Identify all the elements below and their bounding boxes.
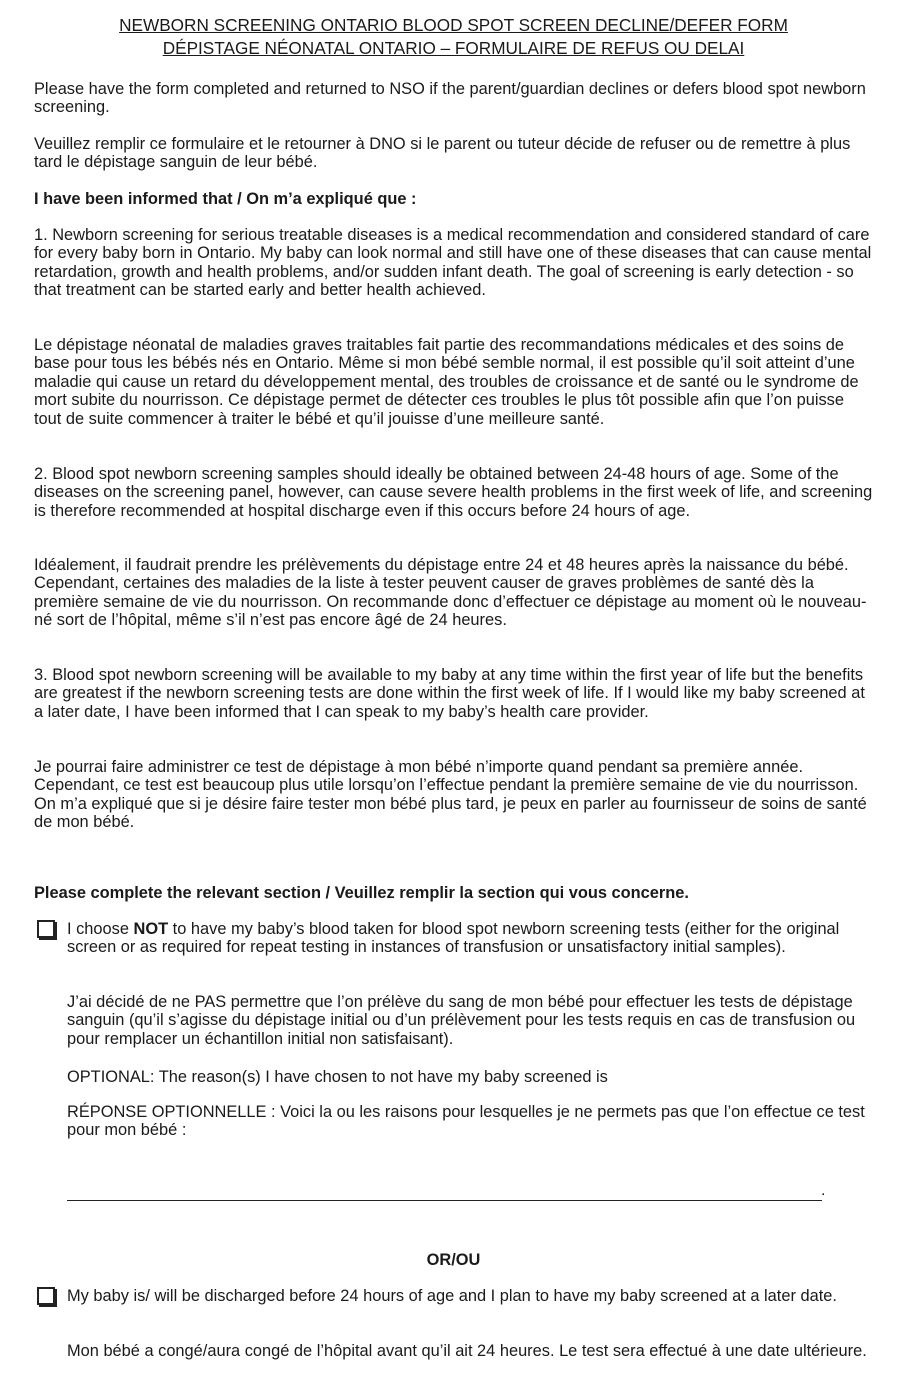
point-1-french: Le dépistage néonatal de maladies graves traitables fait partie des recommandations médicales et des soins de base pour tous les bébés nés en Ontario. Même si mon bébé semble normal, il est possible qu’il soit atteint d’une maladie qui cause un retard du développement mental, des troubles de croissance et de santé ou le syndrome de mort subite du nourrisson. Ce dépistage permet de détecter ces troubles le plus tôt possible afin que l’on puisse tout de suite commencer à traiter le bébé et qu’il jouisse d’une meilleure santé.: [34, 336, 859, 428]
decline-text-start: I choose: [67, 920, 134, 938]
defer-option-english: My baby is/ will be discharged before 24 hours of age and I plan to have my baby screened at a later date.: [67, 1287, 837, 1305]
defer-option-french: Mon bébé a congé/aura congé de l’hôpital avant qu’il ait 24 heures. Le test sera effectué à une date ultérieure.: [67, 1342, 867, 1360]
point-3-french: Je pourrai faire administrer ce test de dépistage à mon bébé n’importe quand pendant sa première année. Cependant, ce test est beaucoup plus utile lorsqu’on l’effectue pendant la première semaine de vie du nourrisson. On m’a expliqué que si je désire faire tester mon bébé plus tard, je peux en parler au fournisseur de soins de santé de mon bébé.: [34, 758, 867, 832]
decline-checkbox[interactable]: [37, 920, 55, 938]
reason-input-line[interactable]: [67, 1200, 822, 1201]
form-title-french: DÉPISTAGE NÉONATAL ONTARIO – FORMULAIRE DE REFUS OU DELAI: [162, 38, 745, 58]
section-heading: Please complete the relevant section / Veuillez remplir la section qui vous concerne.: [34, 884, 689, 902]
point-2-french: Idéalement, il faudrait prendre les prélèvements du dépistage entre 24 et 48 heures après la naissance du bébé. Cependant, certaines des maladies de la liste à tester peuvent causer de graves problèmes de santé dès la première semaine de vie du nourrisson. On recommande donc d’effectuer ce dépistage au moment où le nouveau-né sort de l’hôpital, même s’il n’est pas encore âgé de 24 heures.: [34, 556, 867, 630]
point-2-english: 2. Blood spot newborn screening samples should ideally be obtained between 24-48 hours of age. Some of the diseases on the screening panel, however, can cause severe health problems in the first week of life, and screening is therefore recommended at hospital discharge even if this occurs before 24 hours of age.: [34, 465, 873, 520]
decline-text-end: to have my baby’s blood taken for blood spot newborn screening tests (either for the original screen or as required for repeat testing in instances of transfusion or unsatisfactory initial samples).: [67, 920, 840, 957]
intro-french: Veuillez remplir ce formulaire et le retourner à DNO si le parent ou tuteur décide de refuser ou de remettre à plus tard le dépistage sanguin de leur bébé.: [34, 135, 851, 172]
form-title-english: NEWBORN SCREENING ONTARIO BLOOD SPOT SCREEN DECLINE/DEFER FORM: [119, 15, 788, 35]
decline-option-english: [67, 920, 867, 957]
decline-not-emphasis: NOT: [133, 920, 169, 938]
reason-line-period: .: [821, 1182, 826, 1199]
point-1-english: 1. Newborn screening for serious treatable diseases is a medical recommendation and considered standard of care for every baby born in Ontario. My baby can look normal and still have one of these diseases that can cause mental retardation, growth and health problems, and/or sudden infant death. The goal of screening is early detection - so that treatment can be started early and better health achieved.: [34, 226, 872, 300]
optional-reason-french: RÉPONSE OPTIONNELLE : Voici la ou les raisons pour lesquelles je ne permets pas que l’on effectue ce test pour mon bébé :: [67, 1103, 865, 1140]
decline-option-french: J’ai décidé de ne PAS permettre que l’on prélève du sang de mon bébé pour effectuer les tests de dépistage sanguin (qu’il s’agisse du dépistage initial ou d’un prélèvement pour les tests requis en cas de transfusion ou pour remplacer un échantillon initial non satisfaisant).: [67, 993, 856, 1048]
or-separator: OR/OU: [426, 1251, 481, 1269]
point-3-english: 3. Blood spot newborn screening will be available to my baby at any time within the first year of life but the benefits are greatest if the newborn screening tests are done within the first week of life. If I would like my baby screened at a later date, I have been informed that I can speak to my baby’s health care provider.: [34, 666, 865, 721]
informed-heading: I have been informed that / On m’a expliqué que :: [34, 190, 417, 208]
defer-checkbox[interactable]: [37, 1287, 55, 1305]
optional-reason-english: OPTIONAL: The reason(s) I have chosen to not have my baby screened is: [67, 1068, 608, 1086]
intro-english: Please have the form completed and returned to NSO if the parent/guardian declines or defers blood spot newborn screening.: [34, 80, 866, 117]
